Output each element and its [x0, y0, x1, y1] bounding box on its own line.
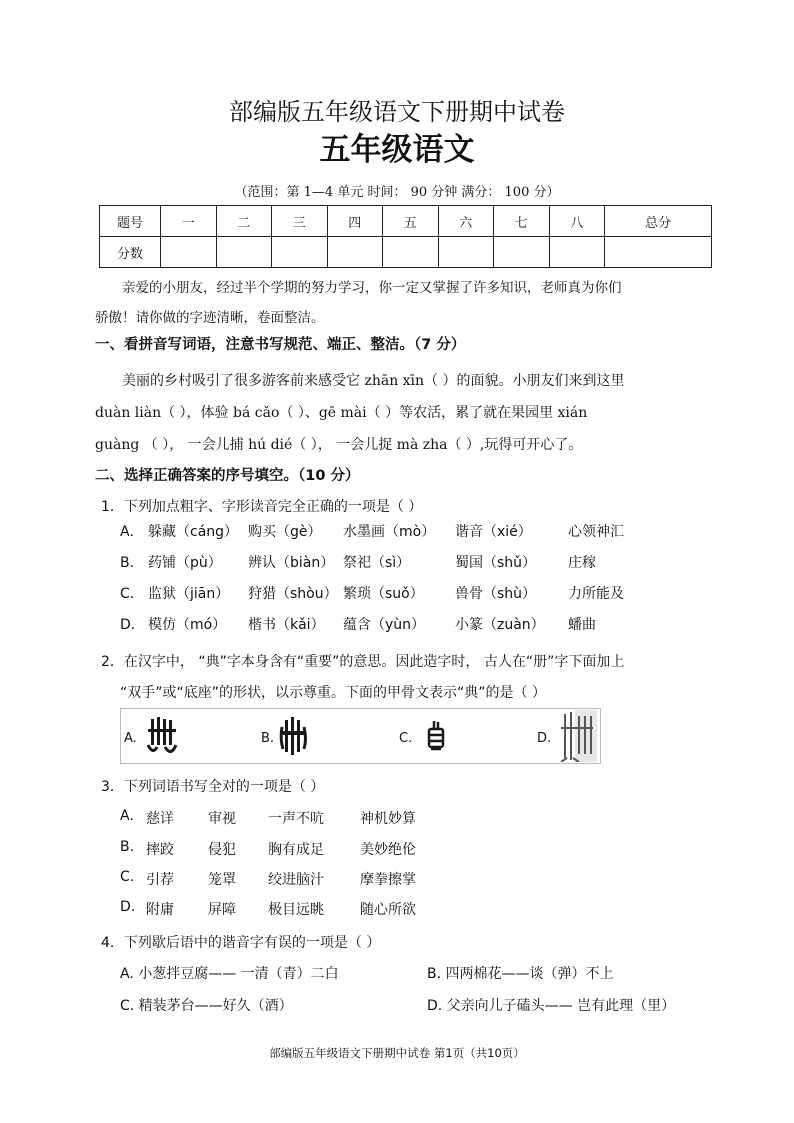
- score-cell[interactable]: [383, 237, 439, 268]
- q3-option-a-item: 慈详: [146, 811, 174, 827]
- q4-option-d: D. 父亲向儿子磕头—— 岂有此理（里）: [427, 998, 676, 1014]
- intro-line-2: 骄傲！请你做的字迹清晰，卷面整洁。: [95, 310, 325, 326]
- q3-option-a-item: 审视: [208, 811, 236, 827]
- q3-option-d-letter: D.: [120, 899, 136, 915]
- q1-option-d-item: 蟠曲: [568, 617, 596, 633]
- score-row-label: 分数: [100, 237, 161, 268]
- q1-option-b-item: 祭祀（sì）: [343, 555, 411, 571]
- oracle-glyph-a-icon: [145, 717, 179, 757]
- q4-option-a: A. 小葱拌豆腐—— 一清（青）二白: [120, 966, 339, 982]
- q1-option-a-item: 心领神汇: [568, 524, 624, 540]
- score-cell[interactable]: [605, 237, 712, 268]
- q1-option-c-item: 监狱（jiān）: [148, 586, 230, 602]
- q3-option-b-item: 侵犯: [208, 842, 236, 858]
- score-table-header-row: [100, 206, 712, 237]
- q3-option-b-item: 胸有成足: [268, 842, 324, 858]
- question-1-stem: 1．下列加点粗字、字形读音完全正确的一项是（ ）: [101, 499, 423, 515]
- q1-option-a-item: 购买（gè）: [248, 524, 322, 540]
- q3-option-d-item: 附庸: [146, 902, 174, 918]
- q1-option-c-item: 繁琐（suǒ）: [343, 586, 424, 602]
- q1-option-b-letter: B．: [120, 555, 144, 571]
- question-2-stem-line-1: 2．在汉字中， “典”字本身含有“重要”的意思。因此造字时， 古人在“册”字下面加上: [101, 654, 625, 670]
- intro-line-1: 亲爱的小朋友，经过半个学期的努力学习，你一定又掌握了许多知识，老师真为你们: [122, 280, 622, 296]
- q3-option-c-item: 绞进脑汁: [268, 872, 324, 888]
- section-1-line-3: guàng （ ）， 一会儿捕 hú dié（ ）， 一会儿捉 mà zha（ ）,玩得可开心了。: [95, 437, 583, 453]
- q1-option-b-item: 庄稼: [568, 555, 596, 571]
- question-2-stem-line-2: “双手”或“底座”的形状，以示尊重。下面的甲骨文表示“典”的是（ ）: [120, 685, 546, 701]
- q3-option-c-item: 笼罩: [208, 872, 236, 888]
- q1-option-d-letter: D．: [120, 617, 145, 633]
- score-cell[interactable]: [161, 237, 217, 268]
- oracle-glyph-b-icon: [279, 717, 309, 757]
- score-header-cell: 总分: [605, 206, 712, 237]
- section-2-title: 二、选择正确答案的序号填空。（10 分）: [95, 468, 360, 484]
- page-footer: 部编版五年级语文下册期中试卷 第1页（共10页）: [269, 1046, 525, 1060]
- q3-option-c-item: 引荐: [146, 872, 174, 888]
- q1-option-d-item: 蕴含（yùn）: [343, 617, 426, 633]
- score-table: [99, 205, 712, 268]
- q1-option-b-item: 蜀国（shǔ）: [455, 555, 537, 571]
- score-header-cell: 题号: [100, 206, 161, 237]
- score-cell[interactable]: [272, 237, 328, 268]
- section-1-line-1: 美丽的乡村吸引了很多游客前来感受它 zhān xīn（ ）的面貌。小朋友们来到这里: [122, 373, 625, 389]
- score-header-cell: 三: [272, 206, 328, 237]
- q3-option-d-item: 随心所欲: [360, 902, 416, 918]
- q1-option-a-item: 谐音（xié）: [455, 524, 532, 540]
- score-header-cell: 二: [216, 206, 272, 237]
- q1-option-d-item: 小篆（zuàn）: [455, 617, 545, 633]
- q3-option-a-item: 一声不吭: [268, 811, 324, 827]
- q1-option-b-item: 药铺（pù）: [148, 555, 222, 571]
- q2-option-c-letter: C.: [399, 731, 413, 746]
- exam-range-info: （范围：第 1—4 单元 时间： 90 分钟 满分： 100 分）: [234, 185, 560, 200]
- q3-option-d-item: 屏障: [208, 902, 236, 918]
- score-header-cell: 五: [383, 206, 439, 237]
- q1-option-b-item: 辨认（biàn）: [248, 555, 335, 571]
- exam-subtitle: 五年级语文: [319, 132, 475, 168]
- q3-option-b-item: 美妙绝伦: [360, 842, 416, 858]
- score-header-cell: 一: [161, 206, 217, 237]
- score-cell[interactable]: [438, 237, 494, 268]
- q2-option-b-letter: B.: [261, 731, 275, 746]
- score-cell[interactable]: [216, 237, 272, 268]
- question-3-stem: 3．下列词语书写全对的一项是（ ）: [101, 779, 325, 795]
- q4-option-c: C. 精装茅台——好久（酒）: [120, 998, 293, 1014]
- q3-option-b-letter: B.: [120, 839, 135, 855]
- q3-option-c-item: 摩拳擦掌: [360, 872, 416, 888]
- q3-option-d-item: 极目远眺: [268, 902, 324, 918]
- score-header-cell: 六: [438, 206, 494, 237]
- question-4-stem: 4．下列歇后语中的谐音字有误的一项是（ ）: [101, 935, 381, 951]
- score-cell[interactable]: [494, 237, 550, 268]
- score-header-cell: 四: [327, 206, 383, 237]
- q1-option-d-item: 模仿（mó）: [148, 617, 227, 633]
- q3-option-a-letter: A.: [120, 808, 134, 824]
- q2-option-d-letter: D.: [537, 731, 552, 746]
- q4-option-b: B. 四两棉花——谈（弹）不上: [427, 966, 614, 982]
- exam-title: 部编版五年级语文下册期中试卷: [229, 98, 565, 126]
- section-1-line-2: duàn liàn（ ），体验 bá cǎo（ ）、gē mài（ ）等农活，累了就在果园里 xián: [95, 405, 588, 421]
- q1-option-c-letter: C．: [120, 586, 144, 602]
- q1-option-c-item: 力所能及: [568, 586, 624, 602]
- q1-option-a-item: 水墨画（mò）: [343, 524, 436, 540]
- score-header-cell: 八: [549, 206, 605, 237]
- oracle-glyph-c-icon: [425, 719, 447, 757]
- q3-option-a-item: 神机妙算: [360, 811, 416, 827]
- oracle-bone-options: [120, 708, 601, 764]
- q2-option-a-letter: A.: [124, 731, 137, 746]
- q1-option-c-item: 兽骨（shù）: [455, 586, 537, 602]
- q1-option-d-item: 楷书（kǎi）: [248, 617, 325, 633]
- score-cell[interactable]: [549, 237, 605, 268]
- q3-option-b-item: 摔跤: [146, 842, 174, 858]
- score-cell[interactable]: [327, 237, 383, 268]
- oracle-glyph-d-icon: [557, 710, 597, 762]
- score-table-score-row: [100, 237, 712, 268]
- section-1-title: 一、看拼音写词语，注意书写规范、端正、整洁。（7 分）: [95, 337, 466, 353]
- score-header-cell: 七: [494, 206, 550, 237]
- q1-option-a-letter: A．: [120, 524, 144, 540]
- q1-option-a-item: 躲藏（cáng）: [148, 524, 239, 540]
- q1-option-c-item: 狩猎（shòu）: [248, 586, 338, 602]
- q3-option-c-letter: C.: [120, 869, 135, 885]
